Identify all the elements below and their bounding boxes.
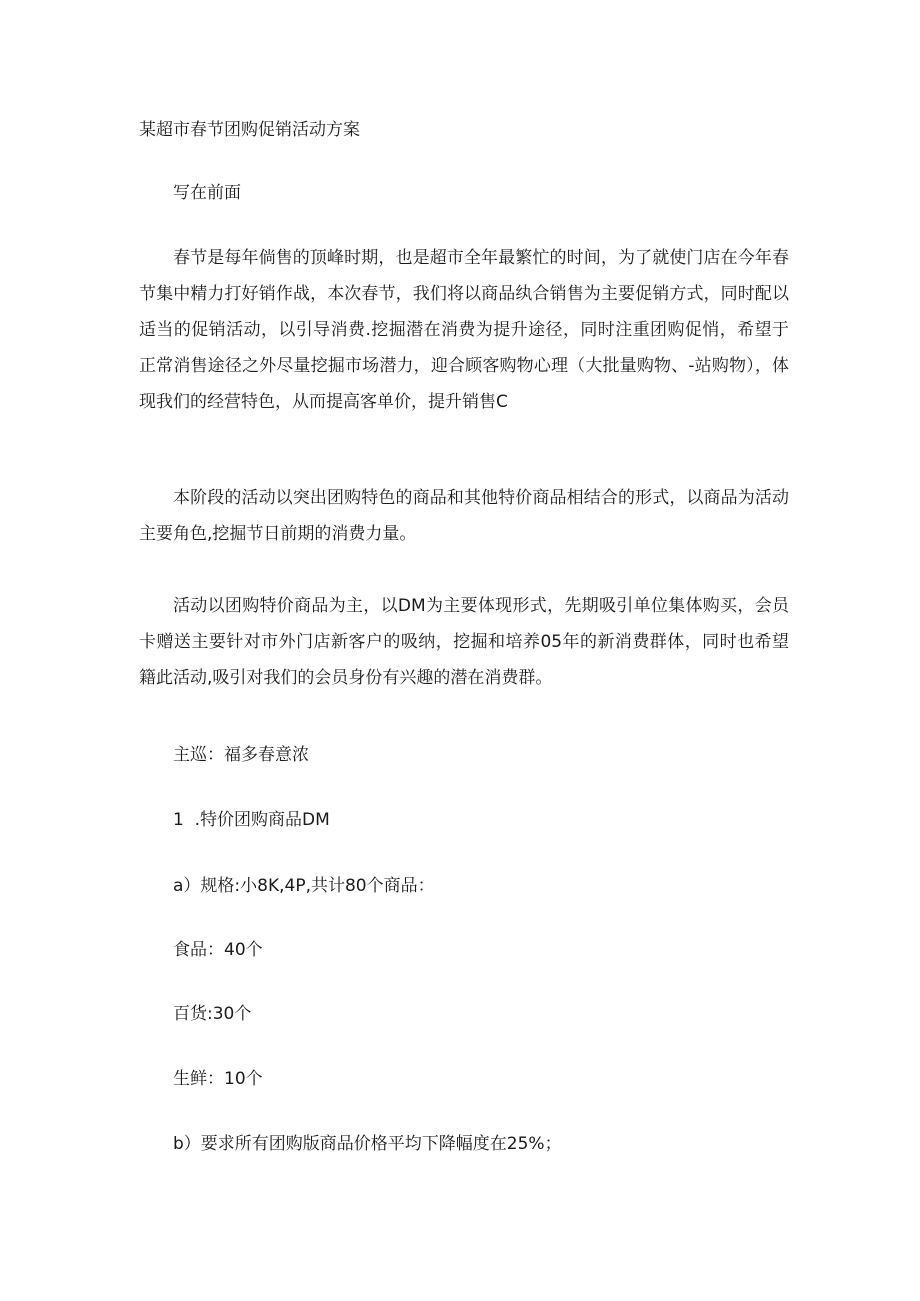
document-title: 某超市春节团购促销活动方案 (139, 120, 360, 140)
item-general-goods-count: 百货:30个 (173, 1004, 252, 1024)
paragraph-stage-activity: 本阶段的活动以突出团购特色的商品和其他特价商品相结合的形式，以商品为活动主要角色,挖掘节日前期的消费力量。 (139, 488, 789, 544)
paragraph-groupbuy-focus: 活动以团购特价商品为主，以DM为主要体现形式，先期吸引单位集体购买，会员卡赠送主要针对市外门店新客户的吸纳，挖掘和培养05年的新消费群体，同时也希望籍此活动,吸引对我们的会员身份有兴趣的潜在消费群。 (139, 596, 789, 688)
theme-line: 主巡：福多春意浓 (173, 745, 309, 765)
section-heading-dm: 1 .特价团购商品DM (173, 810, 330, 830)
preface-heading: 写在前面 (173, 183, 241, 203)
paragraph-intro: 春节是每年倘售的顶峰时期，也是超市全年最繁忙的时间，为了就使门店在今年春节集中精力打好销作战，本次春节，我们将以商品纨合销售为主要促销方式，同时配以适当的促销活动，以引导消费.挖掘潜在消费为提升途径，同时注重团购促悄，希望于正常消售途径之外尽量挖掘市场潜力，迎合顾客购物心理（大批量购物、-站购物），体现我们的经营特色，从而提高客单价，提升销售C (139, 248, 789, 412)
item-b-price-drop: b）要求所有团购版商品价格平均下降幅度在25%； (173, 1134, 562, 1154)
item-food-count: 食品：40个 (173, 940, 263, 960)
item-a-spec: a）规格:小8K,4P,共计80个商品： (173, 876, 435, 896)
item-fresh-count: 生鲜：10个 (173, 1069, 263, 1089)
